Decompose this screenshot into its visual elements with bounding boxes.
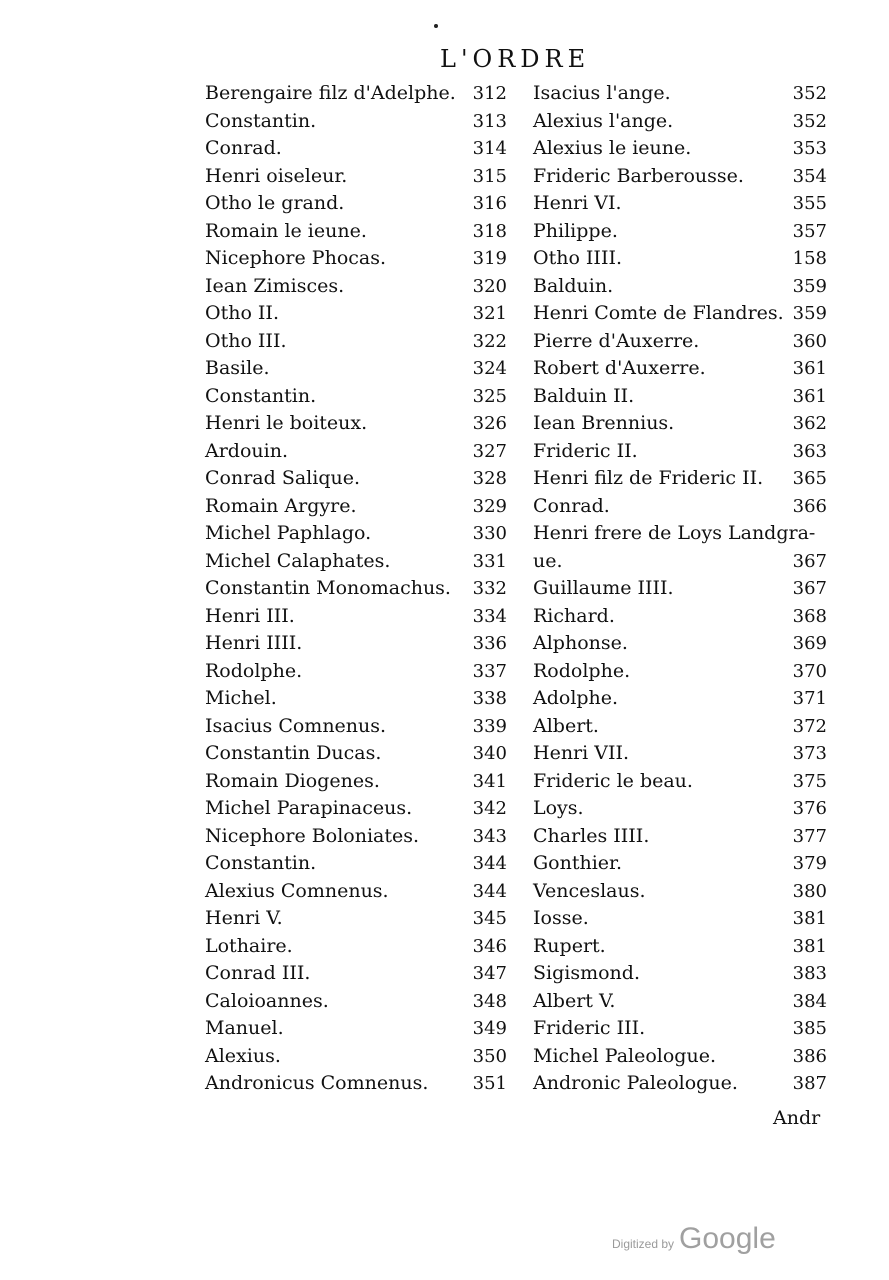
entry-page-number: 321: [472, 303, 507, 324]
entry-name: Otho III.: [205, 329, 287, 352]
index-entry: [533, 960, 827, 988]
entry-name: Constantin.: [205, 109, 317, 132]
entry-page-number: 332: [472, 578, 507, 599]
entry-page-number: 369: [792, 633, 827, 654]
entry-name: Michel Calaphates.: [205, 549, 391, 572]
index-entry: [533, 1043, 827, 1071]
index-entry: [533, 190, 827, 218]
entry-page-number: 370: [792, 660, 827, 682]
index-entry: [533, 1015, 827, 1043]
entry-page-number: 354: [792, 165, 827, 187]
entry-page-number: 385: [792, 1018, 827, 1039]
entry-name: Ardouin.: [205, 439, 288, 462]
entry-name: Loys.: [533, 797, 584, 819]
index-entry: [205, 603, 507, 631]
index-entry: [533, 630, 827, 658]
entry-name: Guillaume IIII.: [533, 577, 674, 599]
entry-name: Albert V.: [533, 989, 616, 1012]
entry-name: Henri Comte de Flandres.: [533, 302, 784, 324]
entry-name: Iean Brennius.: [533, 412, 675, 434]
entry-name: Michel Paleologue.: [533, 1044, 716, 1067]
entry-page-number: 325: [472, 385, 507, 407]
entry-page-number: 322: [472, 330, 507, 352]
entry-name: Conrad Salique.: [205, 467, 361, 489]
entry-name: Berengaire filz d'Adelphe.: [205, 82, 456, 104]
entry-page-number: 383: [792, 963, 827, 984]
index-entry: [533, 520, 827, 548]
entry-name: Philippe.: [533, 219, 618, 242]
entry-name: Rupert.: [533, 934, 606, 957]
index-entry: [205, 493, 507, 521]
entry-name: Rodolphe.: [205, 659, 303, 682]
index-entry: [533, 685, 827, 713]
index-entry: [533, 740, 827, 768]
entry-page-number: 329: [472, 495, 507, 517]
entry-name: Basile.: [205, 357, 270, 379]
ink-speck: [434, 24, 438, 28]
entry-page-number: 380: [792, 880, 827, 902]
entry-page-number: 327: [472, 440, 507, 462]
entry-page-number: 352: [792, 110, 827, 132]
entry-page-number: 384: [792, 990, 827, 1012]
entry-name: Conrad.: [533, 494, 610, 517]
index-entry: [533, 713, 827, 741]
entry-page-number: 314: [472, 138, 507, 159]
entry-name: Charles IIII.: [533, 824, 650, 847]
entry-page-number: 371: [792, 688, 827, 709]
index-entry: [205, 80, 507, 108]
index-entry: [205, 823, 507, 851]
entry-name: Nicephore Phocas.: [205, 247, 387, 269]
entry-page-number: 337: [472, 660, 507, 682]
index-entry: [205, 575, 507, 603]
index-entry: [205, 108, 507, 136]
index-entry: [533, 933, 827, 961]
entry-name: Romain Diogenes.: [205, 769, 380, 792]
entry-name: Balduin.: [533, 274, 614, 297]
index-entry: [205, 355, 507, 383]
entry-name: Nicephore Boloniates.: [205, 824, 420, 847]
index-entry: [205, 685, 507, 713]
index-entry: [533, 273, 827, 301]
entry-name: Caloioannes.: [205, 989, 329, 1012]
index-entry: [205, 768, 507, 796]
index-entry: [205, 905, 507, 933]
index-entry: [533, 438, 827, 466]
entry-page-number: 349: [472, 1018, 507, 1039]
entry-name: Frideric le beau.: [533, 769, 693, 792]
entry-name: Henri frere de Loys Landgra-: [533, 522, 816, 544]
index-left-column: [205, 80, 507, 1098]
entry-name: Otho IIII.: [533, 247, 622, 269]
entry-name: Henri VI.: [533, 192, 622, 214]
entry-name: Alphonse.: [533, 632, 628, 654]
entry-name: Henri le boiteux.: [205, 412, 368, 434]
entry-page-number: 330: [472, 523, 507, 544]
digitized-watermark: [612, 1222, 776, 1256]
entry-page-number: 386: [792, 1045, 827, 1067]
entry-page-number: 368: [792, 605, 827, 627]
entry-page-number: 381: [792, 908, 827, 929]
index-entry: [533, 905, 827, 933]
index-entry: [205, 850, 507, 878]
index-entry: [205, 933, 507, 961]
entry-name: Balduin II.: [533, 384, 635, 407]
entry-name: Michel Parapinaceus.: [205, 797, 413, 819]
entry-page-number: 334: [472, 605, 507, 627]
index-entry: [205, 465, 507, 493]
entry-page-number: 360: [792, 330, 827, 352]
entry-name: Andronic Paleologue.: [533, 1072, 738, 1094]
entry-name: Constantin.: [205, 384, 317, 407]
entry-page-number: 347: [472, 963, 507, 984]
entry-page-number: 372: [792, 715, 827, 737]
index-entry: [533, 795, 827, 823]
entry-page-number: 350: [472, 1045, 507, 1067]
entry-page-number: 339: [472, 715, 507, 737]
index-entry: [205, 218, 507, 246]
entry-page-number: 346: [472, 935, 507, 957]
entry-page-number: 355: [792, 193, 827, 214]
entry-page-number: 319: [472, 248, 507, 269]
entry-name: Frideric Barberousse.: [533, 164, 744, 187]
entry-page-number: 353: [792, 138, 827, 159]
entry-page-number: 344: [472, 853, 507, 874]
index-entry: [205, 273, 507, 301]
entry-name: Andronicus Comnenus.: [205, 1072, 429, 1094]
entry-name: Albert.: [533, 714, 599, 737]
index-entry: [205, 658, 507, 686]
entry-page-number: 315: [472, 165, 507, 187]
entry-name: Alexius Comnenus.: [205, 879, 389, 902]
index-entry: [205, 163, 507, 191]
index-entry: [205, 410, 507, 438]
entry-page-number: 342: [472, 798, 507, 819]
entry-page-number: 376: [792, 798, 827, 819]
entry-name: Alexius l'ange.: [533, 109, 674, 132]
index-entry: [205, 740, 507, 768]
entry-name: ue.: [533, 549, 563, 572]
index-entry: [533, 218, 827, 246]
entry-name: Rodolphe.: [533, 659, 631, 682]
index-entry: [205, 795, 507, 823]
index-entry: [533, 465, 827, 493]
index-entry: [205, 878, 507, 906]
entry-page-number: 324: [472, 358, 507, 379]
entry-name: Henri VII.: [533, 742, 630, 764]
entry-name: Constantin Monomachus.: [205, 577, 451, 599]
index-entry: [533, 988, 827, 1016]
index-entry: [533, 575, 827, 603]
index-entry: [533, 1070, 827, 1098]
entry-name: Isacius l'ange.: [533, 82, 671, 104]
entry-name: Conrad III.: [205, 962, 311, 984]
entry-name: Henri filz de Frideric II.: [533, 467, 764, 489]
index-entry: [533, 493, 827, 521]
index-entry: [533, 163, 827, 191]
index-entry: [533, 108, 827, 136]
entry-page-number: 381: [792, 935, 827, 957]
index-entry: [205, 630, 507, 658]
watermark-prefix: Digitized by: [612, 1237, 675, 1251]
entry-name: Alexius.: [205, 1044, 281, 1067]
entry-name: Otho le grand.: [205, 192, 345, 214]
entry-name: Gonthier.: [533, 852, 623, 874]
index-entry: [533, 80, 827, 108]
index-entry: [533, 300, 827, 328]
entry-page-number: 361: [792, 385, 827, 407]
entry-name: Henri III.: [205, 604, 295, 627]
index-entry: [533, 383, 827, 411]
index-right-column: [533, 80, 827, 1098]
entry-name: Michel.: [205, 687, 277, 709]
entry-page-number: 363: [792, 440, 827, 462]
index-entry: [205, 520, 507, 548]
entry-name: Venceslaus.: [533, 879, 646, 902]
entry-page-number: 320: [472, 275, 507, 297]
entry-name: Lothaire.: [205, 934, 293, 957]
catchword: Andr: [773, 1107, 821, 1129]
index-entry: [533, 878, 827, 906]
index-entry: [533, 135, 827, 163]
index-entry: [533, 603, 827, 631]
index-entry: [533, 850, 827, 878]
entry-page-number: 362: [792, 413, 827, 434]
entry-page-number: 367: [792, 550, 827, 572]
entry-page-number: 328: [472, 468, 507, 489]
entry-name: Frideric III.: [533, 1017, 646, 1039]
entry-page-number: 343: [472, 825, 507, 847]
index-entry: [533, 328, 827, 356]
entry-name: Iosse.: [533, 907, 589, 929]
entry-page-number: 331: [472, 550, 507, 572]
index-entry: [205, 383, 507, 411]
entry-page-number: 326: [472, 413, 507, 434]
entry-page-number: 158: [792, 248, 827, 269]
page-header: L'ORDRE: [440, 45, 591, 73]
entry-page-number: 340: [472, 743, 507, 764]
entry-page-number: 373: [792, 743, 827, 764]
index-entry: [205, 1043, 507, 1071]
entry-name: Isacius Comnenus.: [205, 714, 387, 737]
index-entry: [205, 245, 507, 273]
index-entry: [533, 548, 827, 576]
index-entry: [205, 438, 507, 466]
entry-page-number: 387: [792, 1073, 827, 1094]
index-entry: [533, 245, 827, 273]
entry-name: Conrad.: [205, 137, 282, 159]
entry-page-number: 341: [472, 770, 507, 792]
entry-name: Michel Paphlago.: [205, 522, 372, 544]
entry-page-number: 316: [472, 193, 507, 214]
entry-page-number: 375: [792, 770, 827, 792]
index-entry: [533, 823, 827, 851]
entry-name: Otho II.: [205, 302, 279, 324]
entry-page-number: 344: [472, 880, 507, 902]
entry-page-number: 313: [472, 110, 507, 132]
entry-name: Iean Zimisces.: [205, 274, 345, 297]
entry-name: Romain le ieune.: [205, 219, 367, 242]
entry-name: Pierre d'Auxerre.: [533, 329, 700, 352]
entry-page-number: 366: [792, 495, 827, 517]
entry-name: Henri oiseleur.: [205, 164, 348, 187]
entry-name: Frideric II.: [533, 439, 638, 462]
entry-page-number: 348: [472, 990, 507, 1012]
entry-page-number: 359: [792, 275, 827, 297]
entry-name: Alexius le ieune.: [533, 137, 692, 159]
entry-page-number: 377: [792, 825, 827, 847]
index-entry: [533, 658, 827, 686]
index-entry: [205, 1015, 507, 1043]
entry-name: Richard.: [533, 604, 615, 627]
index-entry: [205, 713, 507, 741]
entry-name: Romain Argyre.: [205, 494, 357, 517]
entry-name: Constantin.: [205, 852, 317, 874]
google-logo: Google: [679, 1222, 776, 1255]
entry-page-number: 351: [472, 1073, 507, 1094]
index-entry: [205, 190, 507, 218]
index-entry: [205, 1070, 507, 1098]
entry-page-number: 367: [792, 578, 827, 599]
entry-page-number: 352: [792, 83, 827, 104]
index-entry: [533, 355, 827, 383]
entry-page-number: 336: [472, 633, 507, 654]
entry-page-number: 318: [472, 220, 507, 242]
entry-name: Sigismond.: [533, 962, 640, 984]
index-entry: [205, 548, 507, 576]
index-entry: [205, 988, 507, 1016]
entry-name: Henri IIII.: [205, 632, 303, 654]
index-entry: [533, 768, 827, 796]
entry-page-number: 345: [472, 908, 507, 929]
entry-name: Henri V.: [205, 907, 283, 929]
entry-page-number: 359: [792, 303, 827, 324]
index-entry: [533, 410, 827, 438]
index-entry: [205, 300, 507, 328]
entry-page-number: 365: [792, 468, 827, 489]
entry-page-number: 379: [792, 853, 827, 874]
entry-page-number: 357: [792, 220, 827, 242]
index-entry: [205, 960, 507, 988]
index-entry: [205, 135, 507, 163]
entry-page-number: 361: [792, 358, 827, 379]
entry-page-number: 312: [472, 83, 507, 104]
entry-page-number: 338: [472, 688, 507, 709]
entry-name: Robert d'Auxerre.: [533, 357, 706, 379]
entry-name: Manuel.: [205, 1017, 284, 1039]
entry-name: Adolphe.: [533, 687, 619, 709]
entry-name: Constantin Ducas.: [205, 742, 382, 764]
index-entry: [205, 328, 507, 356]
